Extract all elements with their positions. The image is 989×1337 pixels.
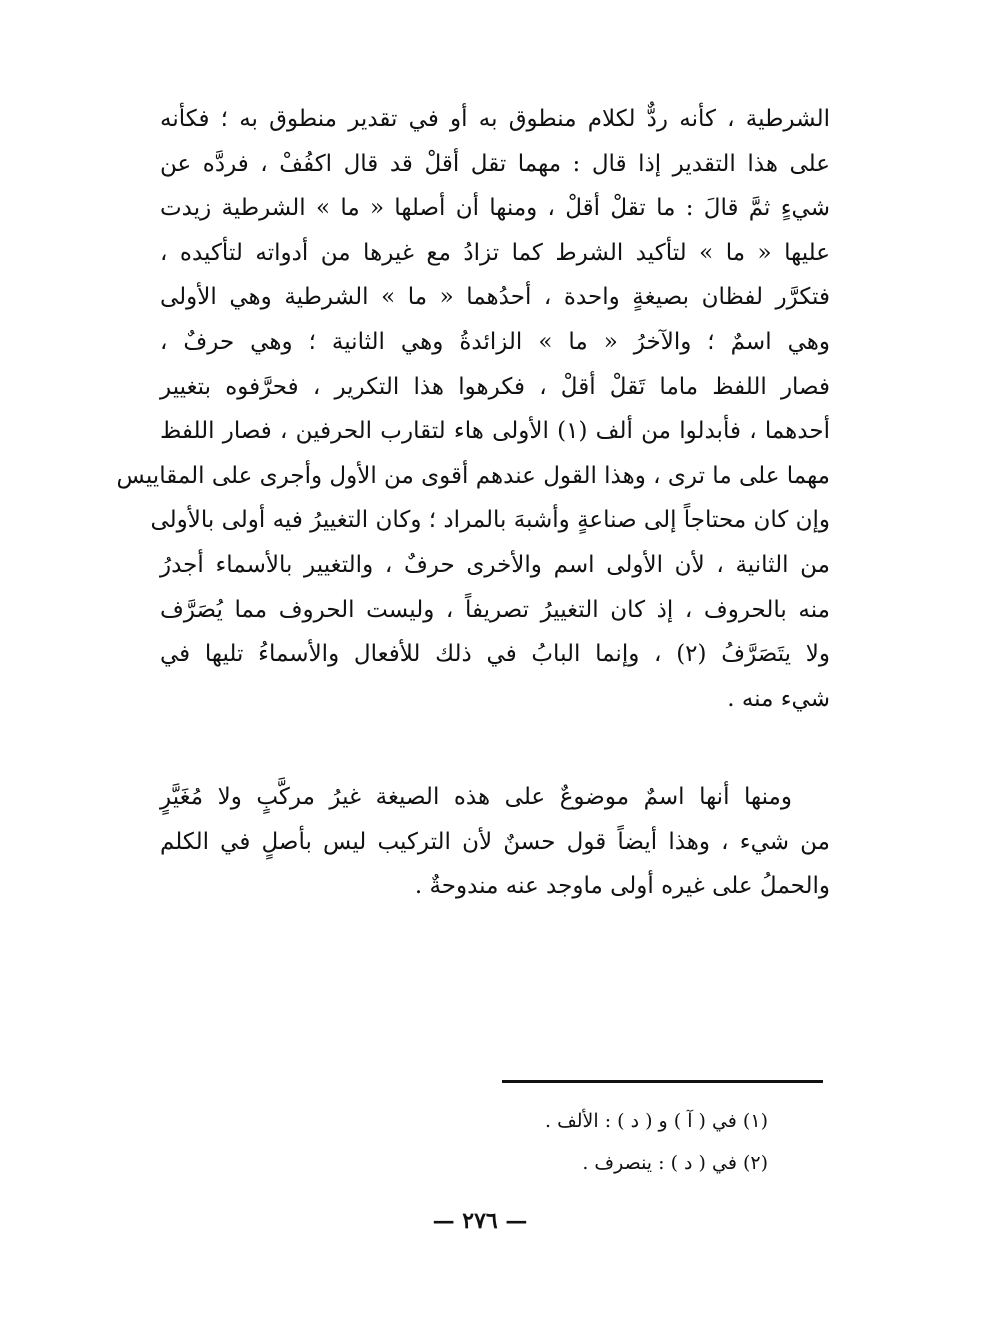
text-line: من شيء ، وهذا أيضاً قول حسنٌ لأن التركيب ليس بأصلٍ في الكلم (160, 828, 830, 855)
main-paragraph (116, 97, 830, 721)
text-line: وهي اسمٌ ؛ والآخرُ « ما » الزائدةُ وهي الثانية ؛ وهي حرفٌ ، (160, 328, 830, 355)
text-line: شيء منه . (727, 685, 830, 712)
page-number: — ٢٧٦ — (432, 1208, 528, 1234)
second-paragraph (160, 775, 830, 909)
text-line: أحدهما ، فأبدلوا من ألف (١) الأولى هاء لتقارب الحرفين ، فصار اللفظ (160, 418, 830, 445)
text-line: من الثانية ، لأن الأولى اسم والأخرى حرفٌ ، والتغيير بالأسماء أجدرُ (160, 551, 830, 578)
text-line: ولا يتَصَرَّفُ (٢) ، وإنما البابُ في ذلك للأفعال والأسماءُ تليها في (160, 641, 830, 668)
text-line: منه بالحروف ، إذ كان التغييرُ تصريفاً ، وليست الحروف مما يُصَرَّف (160, 596, 830, 623)
text-line: ومنها أنها اسمٌ موضوعٌ على هذه الصيغة غيرُ مركَّبٍ ولا مُغَيَّرٍ (160, 784, 792, 810)
footnotes (400, 1100, 768, 1184)
footnote-1: (١) في ( آ ) و ( د ) : الألف . (545, 1110, 768, 1132)
text-line: وإن كان محتاجاً إلى صناعةٍ وأشبهَ بالمراد ؛ وكان التغييرُ فيه أولى بالأولى (150, 507, 830, 534)
text-line: فصار اللفظ ماما تَقلْ أقلْ ، فكرهوا هذا التكرير ، فحرَّفوه بتغيير (160, 373, 830, 400)
text-line: شيءٍ ثمَّ قالَ : ما تقلْ أقلْ ، ومنها أن أصلها « ما » الشرطية زيدت (160, 195, 830, 222)
text-line: على هذا التقدير إذا قال : مهما تقل أقلْ قد قال اكفُفْ ، فردَّه عن (160, 150, 830, 177)
text-line: الشرطية ، كأنه ردٌّ لكلام منطوق به أو في تقدير منطوق به ؛ فكأنه (160, 106, 830, 132)
text-line: والحملُ على غيره أولى ماوجد عنه مندوحةٌ . (414, 873, 830, 900)
footnote-2: (٢) في ( د ) : ينصرف . (582, 1152, 768, 1174)
text-line: فتكرَّر لفظان بصيغةٍ واحدة ، أحدُهما « ما » الشرطية وهي الأولى (160, 284, 830, 311)
footnote-divider (502, 1080, 823, 1083)
text-line: مهما على ما ترى ، وهذا القول عندهم أقوى من الأول وأجرى على المقاييس (116, 462, 830, 489)
text-line: عليها « ما » لتأكيد الشرط كما تزادُ مع غيرها من أدواته لتأكيده ، (160, 239, 830, 266)
